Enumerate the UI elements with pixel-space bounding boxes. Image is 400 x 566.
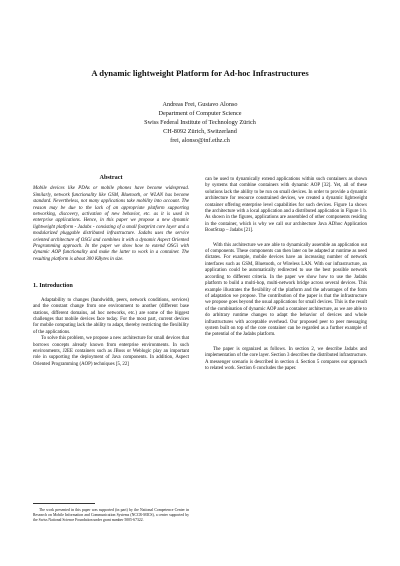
footnote-rule (33, 503, 95, 504)
author-institution: Swiss Federal Institute of Technology Zürich (144, 119, 256, 126)
footnote (33, 508, 189, 523)
author-city: CH-8092 Zürich, Switzerland (163, 128, 237, 135)
author-names: Andreas Frei, Gustavo Alonso (162, 101, 238, 108)
right-paragraph-3: The paper is organized as follows. In section 2, we describe Jadabs and implementation of the core layer. Section 3 describes the distributed infrastructure. A messenger scenario is described in section 4. Section 5 compares our approach to related work. Section 6 concludes the paper. (205, 346, 367, 371)
author-email: frei, alonso@inf.ethz.ch (170, 137, 230, 144)
abstract-text: Mobile devices like PDAs or mobile phones have become widespread. Similarly, network functionality like GSM, Bluetooth, or WLAN has become standard. Nevertheless, not many applications take mobility into account. The reason may be due to the lack of an appropriate platform supporting networking, discovery, activation of new behavior, etc. as it is used in enterprise applications. Hence, in this paper we propose a new dynamic lightweight platform - Jadabs - consisting of a small footprint core layer and a modularized pluggable distributed infrastructure. Jadabs uses the service oriented architecture of OSGi and combines it with a dynamic Aspect Oriented Programming approach. In the paper we show how to extend OSGi with dynamic AOP functionality and make the latter to work in a container. The resulting platform is about 300 KBytes in size. (33, 186, 189, 262)
right-column (205, 177, 367, 372)
intro-paragraph-1: Adaptability to changes (bandwidth, peers, network conditions, services) and the constant change from one environment to another (different base stations, different domains, ad hoc networks, etc.) are some of the biggest challenges that mobile devices face today. For the most part, current devices for mobile computing lack the ability to adapt, thereby restricting the flexibility of the applications. (33, 297, 189, 335)
paper-title: A dynamic lightweight Platform for Ad-hoc Infrastructures (91, 68, 309, 78)
right-paragraph-2: With this architecture we are able to dynamically assemble an application out of components. These components can then later on be adapted at runtime as need dictates. For example, mobile devices have an increasing number of network interfaces such as GSM, Bluetooth, or Wireless LAN. With our infrastructure, an application could be automatically redirected to use the best possible network according to different criteria. In the paper we show how to use the Jadabs platform to build a multi-hop, multi-network bridge across several devices. This example illustrates the flexibility of the platform and the advantages of the form of adaptation we propose. The contribution of the paper is that the infrastructure we propose goes beyond the usual applications for small devices. This is the result of the combination of dynamic AOP and a container architecture, as we are able to do arbitrary runtime changes to adapt the behavior of devices and whole infrastructures with acceptable overhead. Our proposed peer to peer messaging system built on top of the core container can be regarded as a further example of the potential of the Jadabs platform. (205, 242, 367, 338)
left-column (33, 175, 189, 368)
section-heading-introduction: 1. Introduction (33, 282, 73, 290)
author-department: Department of Computer Science (158, 110, 242, 117)
intro-paragraph-2: To solve this problem, we propose a new architecture for small devices that borrows concepts already known from enterprise environments. In such environments, J2EE containers such as JBoss or Weblogic play an important role in supporting the deployment of Java components. In addition, Aspect Oriented Programming (AOP) techniques [5, 22] (33, 336, 189, 367)
footnote-text: The work presented in this paper was supported (in part) by the National Competence Center in Research on Mobile Information and Communication Systems (NCCR-MICS), a center supported by the Swiss National Science Foundation under grant number 5005-67322. (33, 508, 189, 522)
abstract-heading: Abstract (99, 174, 123, 181)
author-block (0, 100, 400, 145)
right-paragraph-1: can be used to dynamically extend applications within such containers as shown by systems that combine containers with dynamic AOP [32]. Yet, all of these solutions lack the ability to be run on small devices. In order to provide a dynamic architecture for resource constrained devices, we created a dynamic lightweight container offering enterprise level capabilities for such devices. Figure 1a shows the architecture with a local application and a distributed application in Figure 1 b. As shown in the figures, applications are assembled of other components residing in the container, which is why we call our architecture Java ADhoc Application BootStrap – Jadabs [21]. (205, 177, 367, 234)
